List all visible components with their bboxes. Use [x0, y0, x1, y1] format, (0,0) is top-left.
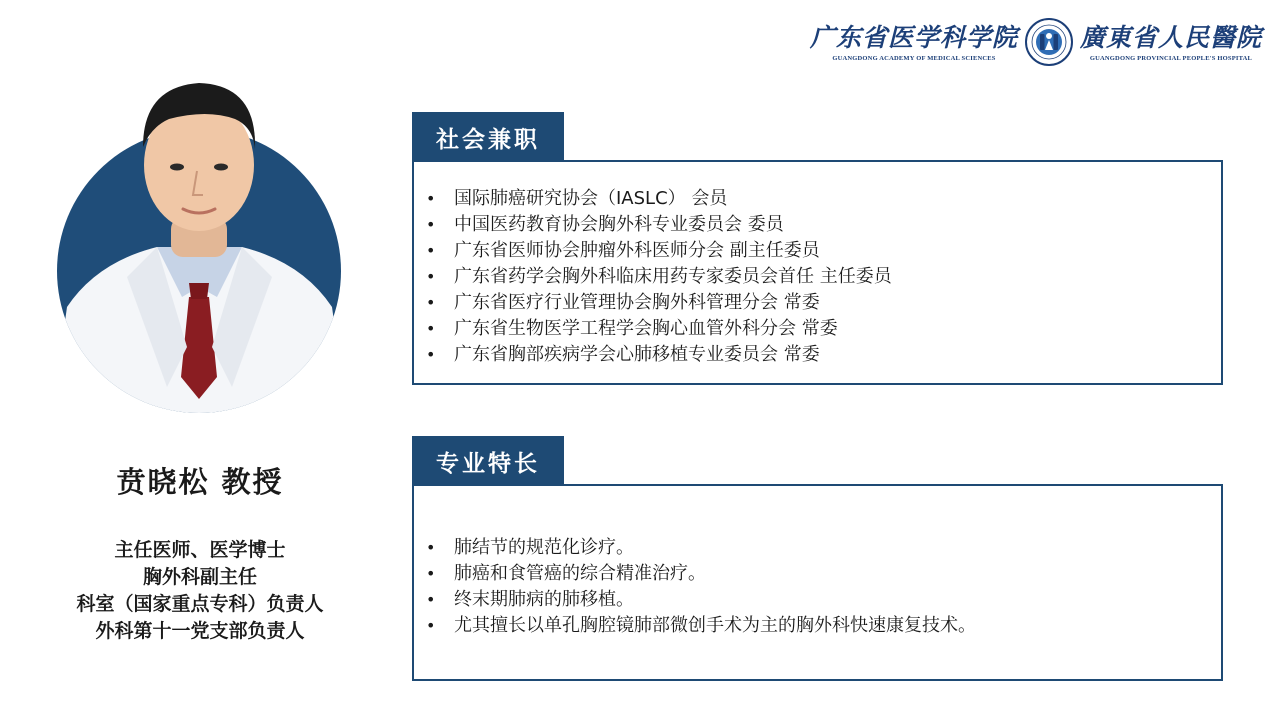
list-item: • 肺癌和食管癌的综合精准治疗。 [426, 563, 706, 584]
expertise-box [412, 484, 1223, 681]
list-item: • 尤其擅长以单孔胸腔镜肺部微创手术为主的胸外科快速康复技术。 [426, 615, 976, 636]
list-item: • 广东省药学会胸外科临床用药专家委员会首任 主任委员 [426, 266, 892, 287]
academy-name-cn: 广东省医学科学院 [809, 22, 1018, 52]
list-item: • 终末期肺病的肺移植。 [426, 589, 634, 610]
doctor-portrait [57, 47, 342, 415]
hospital-brand [1080, 23, 1262, 62]
expertise-list [414, 535, 1221, 639]
hospital-name-en: GUANGDONG PROVINCIAL PEOPLE'S HOSPITAL [1089, 54, 1253, 62]
list-item: • 广东省生物医学工程学会胸心血管外科分会 常委 [426, 318, 838, 339]
hospital-name-cn: 廣東省人民醫院 [1079, 22, 1262, 52]
social-roles-list [414, 186, 1221, 368]
doctor-title-line: 科室（国家重点专科）负责人 [76, 593, 324, 615]
doctor-titles [50, 537, 350, 645]
academy-name-en: GUANGDONG ACADEMY OF MEDICAL SCIENCES [832, 54, 996, 62]
doctor-title-line: 主任医师、医学博士 [114, 539, 286, 561]
hospital-emblem-icon [1025, 18, 1073, 66]
doctor-title-line: 外科第十一党支部负责人 [95, 620, 305, 642]
list-item: • 广东省医师协会肿瘤外科医师分会 副主任委员 [426, 240, 820, 261]
social-roles-box [412, 160, 1223, 385]
doctor-name: 贲晓松 教授 [116, 465, 284, 499]
list-item: • 广东省医疗行业管理协会胸外科管理分会 常委 [426, 292, 820, 313]
list-item: • 广东省胸部疾病学会心肺移植专业委员会 常委 [426, 344, 820, 365]
academy-brand [810, 23, 1018, 62]
list-item: • 中国医药教育协会胸外科专业委员会 委员 [426, 214, 784, 235]
section-title-social: 社会兼职 [412, 112, 564, 162]
section-title-expertise: 专业特长 [412, 436, 564, 486]
header-brand [810, 14, 1262, 70]
doctor-title-line: 胸外科副主任 [142, 566, 257, 588]
list-item: • 国际肺癌研究协会（IASLC） 会员 [426, 188, 728, 209]
list-item: • 肺结节的规范化诊疗。 [426, 537, 634, 558]
